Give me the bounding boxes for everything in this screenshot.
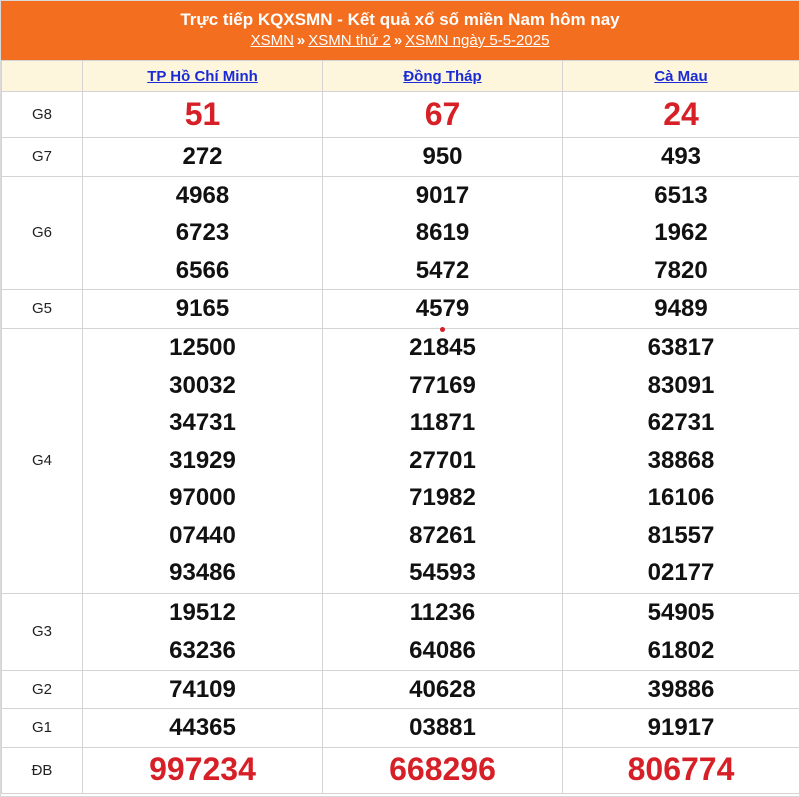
prize-row [2,709,800,748]
prize-number: 54905 [647,599,715,626]
prize-cell [563,747,800,793]
prize-number: 02177 [647,559,715,587]
prize-cell [563,670,800,709]
header-corner [2,61,83,92]
province-header-row [2,61,800,92]
prize-cell [83,709,323,748]
prize-rows [2,92,800,794]
prize-number: 62731 [647,409,715,437]
prize-number: 950 [422,143,463,170]
prize-number: 71982 [409,484,476,512]
prize-cell [83,328,323,593]
prize-cell [83,290,323,329]
prize-cell [83,747,323,793]
prize-cell [563,92,800,138]
prize-row [2,92,800,138]
prize-number: 9017 [415,181,470,209]
prize-number: 19512 [169,599,236,626]
red-dot-marker [440,327,445,332]
prize-number: 997234 [149,751,256,788]
prize-number: 6723 [175,219,230,246]
prize-cell [563,709,800,748]
prize-label: G3 [2,593,83,670]
breadcrumb [1,31,799,51]
results-header [1,1,799,60]
prize-number: 74109 [169,675,236,703]
prize-number: 11871 [409,409,476,437]
prize-number: 8619 [415,219,470,246]
results-table [1,60,800,794]
prize-number: 81557 [647,521,715,549]
prize-number: 63817 [647,334,715,362]
prize-cell [563,138,800,177]
prize-number: 9165 [175,295,230,322]
prize-number: 77169 [409,371,476,399]
prize-number: 54593 [409,559,476,587]
prize-cell [83,670,323,709]
province-link-ca-mau[interactable]: Cà Mau [654,67,708,85]
prize-cell [323,176,563,290]
prize-cell [563,176,800,290]
prize-number: 9489 [654,295,708,322]
prize-number: 11236 [409,599,476,626]
prize-number: 64086 [409,636,476,664]
prize-number: 4968 [175,181,230,209]
prize-label: G7 [2,138,83,177]
prize-number: 1962 [654,219,708,246]
prize-number: 51 [184,95,221,132]
prize-cell [83,593,323,670]
prize-number: 87261 [409,521,476,549]
prize-cell [323,328,563,593]
prize-cell [323,709,563,748]
prize-cell [563,290,800,329]
prize-number: 493 [660,143,702,170]
prize-number: 6566 [175,256,230,284]
prize-cell [323,290,563,329]
prize-row [2,328,800,593]
prize-number: 4579 [415,295,470,322]
breadcrumb-link-weekday[interactable]: XSMN thứ 2 [308,32,391,49]
breadcrumb-link-xsmn[interactable]: XSMN [250,32,294,49]
prize-cell [323,670,563,709]
prize-label: G8 [2,92,83,138]
prize-number: 83091 [647,371,715,399]
prize-number: 93486 [169,559,236,587]
province-header [323,61,563,92]
prize-number: 61802 [647,636,715,664]
prize-number: 16106 [647,484,715,512]
prize-number: 38868 [647,446,715,474]
prize-number: 668296 [389,751,496,788]
prize-number: 63236 [169,636,236,664]
prize-row [2,138,800,177]
prize-number: 30032 [169,371,236,399]
prize-number: 91917 [647,714,715,741]
prize-cell [83,138,323,177]
prize-label: G1 [2,709,83,748]
prize-label: G6 [2,176,83,290]
prize-number: 31929 [169,446,236,474]
prize-number: 27701 [409,446,476,474]
prize-cell [323,138,563,177]
breadcrumb-separator: » [393,32,403,49]
breadcrumb-separator: » [296,32,306,49]
prize-row [2,176,800,290]
prize-number: 24 [663,95,699,132]
prize-number: 39886 [647,675,715,703]
prize-label: ĐB [2,747,83,793]
province-link-dong-thap[interactable]: Đồng Tháp [403,67,482,85]
prize-number: 40628 [409,675,476,703]
prize-row [2,747,800,793]
province-header [563,61,800,92]
prize-number: 7820 [654,256,708,284]
prize-number: 07440 [169,521,236,549]
prize-number: 03881 [409,714,476,741]
prize-row [2,670,800,709]
prize-row [2,290,800,329]
prize-number: 12500 [169,334,236,362]
prize-number: 5472 [415,256,470,284]
prize-number: 806774 [627,751,735,788]
prize-label: G2 [2,670,83,709]
breadcrumb-link-date[interactable]: XSMN ngày 5-5-2025 [405,32,550,49]
province-header [83,61,323,92]
prize-label: G4 [2,328,83,593]
prize-cell [323,747,563,793]
prize-cell [83,176,323,290]
prize-cell [323,593,563,670]
prize-label: G5 [2,290,83,329]
province-link-hcm[interactable]: TP Hồ Chí Minh [147,67,258,85]
prize-number: 34731 [169,409,236,437]
page-title: Trực tiếp KQXSMN - Kết quả xổ số miền Nam hôm nay [180,10,620,29]
prize-row [2,593,800,670]
prize-number: 272 [182,143,223,170]
prize-number: 21845 [409,334,476,362]
prize-cell [563,328,800,593]
prize-cell [563,593,800,670]
prize-number: 6513 [654,181,708,209]
prize-number: 97000 [169,484,236,512]
prize-number: 67 [424,95,461,132]
prize-number: 44365 [169,714,236,741]
prize-cell [83,92,323,138]
prize-cell [323,92,563,138]
